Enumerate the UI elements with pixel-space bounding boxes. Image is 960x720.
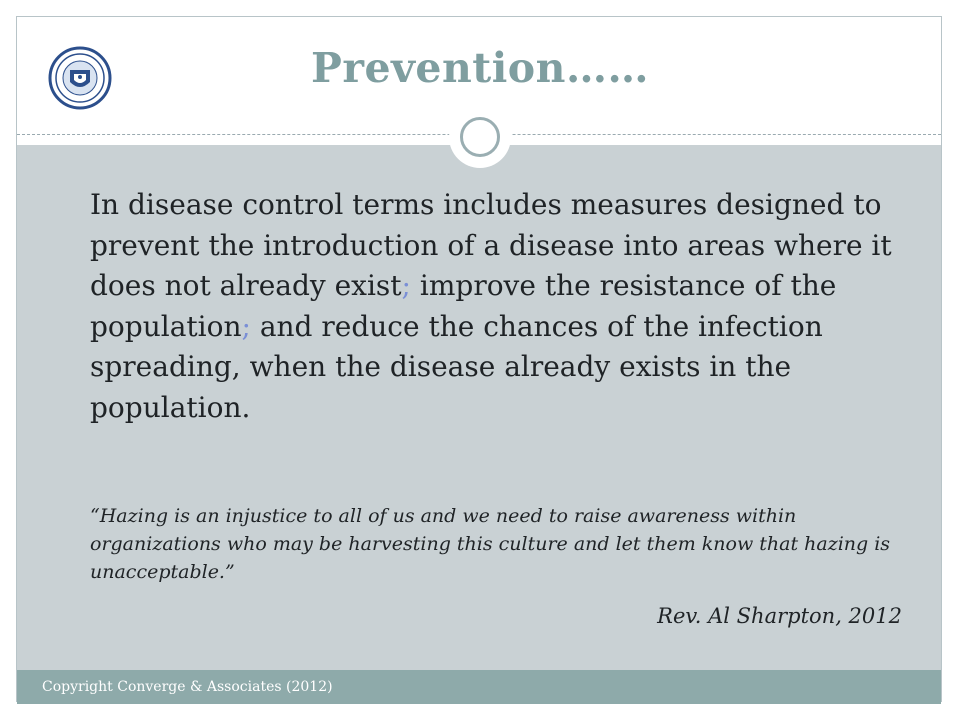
hazing-quote: “Hazing is an injustice to all of us and we need to raise awareness within organizations who may be harvesting this culture and let them know that hazing is unacceptable.” xyxy=(90,505,891,583)
divider-ring-icon xyxy=(460,117,500,157)
quote-attribution: Rev. Al Sharpton, 2012 xyxy=(657,604,902,628)
semicolon-2: ; xyxy=(241,309,251,343)
copyright-text: Copyright Converge & Associates (2012) xyxy=(42,679,333,695)
definition-text-1: In disease control terms includes measures designed to prevent the introduction of a disease into areas where it does not already exist xyxy=(90,188,892,302)
definition-paragraph xyxy=(90,185,910,428)
semicolon-1: ; xyxy=(401,269,411,302)
definition-text-2: improve the resistance of the population xyxy=(90,269,837,343)
definition-text-3: and reduce the chances of the infection spreading, when the disease already exists in the population. xyxy=(90,309,823,424)
slide-footer xyxy=(17,670,941,704)
slide-title: Prevention…… xyxy=(311,44,649,92)
